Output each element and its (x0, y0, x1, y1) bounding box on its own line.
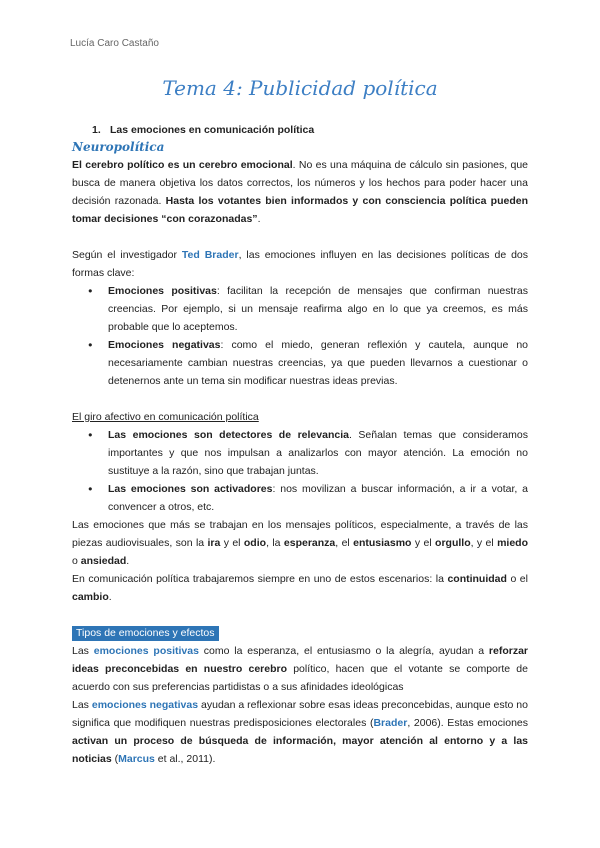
bold-text: El cerebro político es un cerebro emocional (72, 159, 293, 171)
highlight-term: emociones negativas (91, 699, 199, 711)
page-title: Tema 4: Publicidad política (162, 76, 438, 100)
neuro-bullet-list (72, 282, 528, 390)
list-item: ● Las emociones son detectores de relevancia. Señalan temas que consideramos importantes y que nos impulsan a analizarlos con mayor atención. La emoción no sustituye a la razón, sino que trabajan juntas. (72, 426, 528, 480)
neuro-paragraph-2: Según el investigador Ted Brader, las emociones influyen en las decisiones políticas de dos formas clave: (72, 249, 529, 279)
giro-paragraph-2: En comunicación política trabajaremos siempre en uno de estos escenarios: la continuidad o el cambio. (72, 573, 528, 603)
section-heading (92, 121, 528, 139)
citation: Brader (373, 717, 408, 729)
citation: Marcus (118, 753, 155, 765)
neuropolitica-heading: Neuropolítica (72, 140, 165, 154)
bold-text: Hasta los votantes bien informados y con consciencia política pueden tomar decisiones “con corazonadas” (72, 195, 528, 225)
tipos-paragraph-2: Las emociones negativas ayudan a reflexionar sobre esas ideas preconcebidas, aunque esto no significa que modifiquen nuestras predisposiciones electorales (Brader, 2006). Estas emociones activan un proceso de búsqueda de información, mayor atención al entorno y a las noticias (Marcus et al., 2011). (72, 699, 528, 765)
highlight-term: emociones positivas (93, 645, 199, 657)
document-body (72, 121, 528, 768)
giro-paragraph-1: Las emociones que más se trabajan en los mensajes políticos, especialmente, a través de las piezas audiovisuales, son la ira y el odio, la esperanza, el entusiasmo y el orgullo, y el miedo o ansiedad. (72, 519, 528, 567)
author-name: Lucía Caro Castaño (70, 38, 159, 49)
list-item: ● Emociones negativas: como el miedo, generan reflexión y cautela, aunque no necesariamente cambian nuestras creencias, ya que pueden llevarnos a cuestionar o detenernos ante un tema sin modificar nuestras ideas previas. (72, 336, 528, 390)
author-citation: Ted Brader (181, 249, 239, 261)
neuro-paragraph-1: El cerebro político es un cerebro emocional. No es una máquina de cálculo sin pasiones, que busca de manera objetiva los datos correctos, los números y los hechos para poder hacer una decisión razonada. Hasta los votantes bien informados y con consciencia política pueden tomar decisiones “con corazonadas”. (72, 159, 529, 225)
list-item: ● Emociones positivas: facilitan la recepción de mensajes que confirman nuestras creencias. Por ejemplo, si un mensaje reafirma algo en lo que ya creemos, es más probable que lo aceptemos. (72, 282, 528, 336)
list-item: ● Las emociones son activadores: nos movilizan a buscar información, a ir a votar, a convencer a otros, etc. (72, 480, 528, 516)
section-title: Las emociones en comunicación política (110, 124, 315, 136)
giro-heading: El giro afectivo en comunicación política (72, 411, 259, 423)
giro-bullet-list (72, 426, 528, 516)
tipos-paragraph-1: Las emociones positivas como la esperanza, el entusiasmo o la alegría, ayudan a reforzar ideas preconcebidas en nuestro cerebro político, hacen que el votante se comporte de acuerdo con sus preferencias partidistas o a sus afinidades ideológicas (72, 645, 528, 693)
tipos-heading-row (72, 624, 528, 642)
tipos-heading: Tipos de emociones y efectos (72, 626, 219, 641)
section-number: 1. (92, 124, 101, 136)
